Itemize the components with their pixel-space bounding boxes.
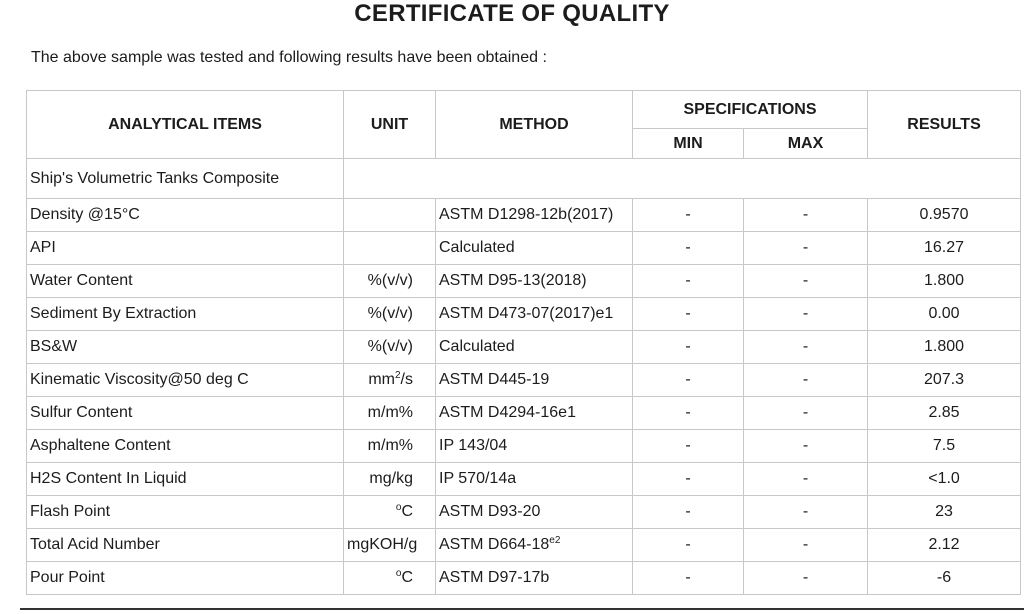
spec-max: - <box>744 529 868 562</box>
method-text: IP 143/04 <box>439 437 508 454</box>
result-value: 2.85 <box>868 397 1021 430</box>
table-row <box>27 529 1021 562</box>
result-value: 207.3 <box>868 364 1021 397</box>
unit-cell <box>344 496 436 529</box>
header-specifications: SPECIFICATIONS <box>633 91 868 129</box>
method-text: ASTM D445-19 <box>439 371 550 388</box>
spec-min: - <box>633 199 744 232</box>
unit-text: m/m% <box>367 404 413 421</box>
item-name: Water Content <box>27 265 344 298</box>
spec-max: - <box>744 298 868 331</box>
result-value: 1.800 <box>868 265 1021 298</box>
item-name: Pour Point <box>27 562 344 595</box>
unit-tail: /s <box>400 371 413 388</box>
unit-cell <box>344 430 436 463</box>
item-name: API <box>27 232 344 265</box>
spec-min: - <box>633 397 744 430</box>
spec-max: - <box>744 232 868 265</box>
result-value: 23 <box>868 496 1021 529</box>
method-cell <box>436 430 633 463</box>
result-value: 7.5 <box>868 430 1021 463</box>
unit-text: %(v/v) <box>367 272 413 289</box>
method-text: ASTM D4294-16e1 <box>439 404 576 421</box>
item-name: Kinematic Viscosity@50 deg C <box>27 364 344 397</box>
method-text: ASTM D93-20 <box>439 503 541 520</box>
unit-cell <box>344 232 436 265</box>
unit-cell <box>344 364 436 397</box>
method-cell <box>436 199 633 232</box>
table-row <box>27 562 1021 595</box>
spec-max: - <box>744 199 868 232</box>
method-cell <box>436 496 633 529</box>
result-value: <1.0 <box>868 463 1021 496</box>
table-row <box>27 463 1021 496</box>
spec-max: - <box>744 496 868 529</box>
spec-max: - <box>744 397 868 430</box>
table-row <box>27 331 1021 364</box>
spec-min: - <box>633 430 744 463</box>
item-name: Sulfur Content <box>27 397 344 430</box>
unit-cell <box>344 331 436 364</box>
spec-max: - <box>744 364 868 397</box>
table-row <box>27 430 1021 463</box>
spec-max: - <box>744 430 868 463</box>
unit-tail: C <box>401 569 413 586</box>
header-method: METHOD <box>436 91 633 159</box>
table-row <box>27 232 1021 265</box>
method-cell <box>436 397 633 430</box>
unit-cell <box>344 397 436 430</box>
item-name: BS&W <box>27 331 344 364</box>
unit-tail: C <box>401 503 413 520</box>
method-text: Calculated <box>439 239 515 256</box>
result-value: 0.00 <box>868 298 1021 331</box>
method-text: ASTM D95-13(2018) <box>439 272 587 289</box>
method-cell <box>436 265 633 298</box>
table-row <box>27 265 1021 298</box>
unit-cell <box>344 529 436 562</box>
spec-min: - <box>633 496 744 529</box>
header-results: RESULTS <box>868 91 1021 159</box>
unit-superscript: o <box>395 568 402 579</box>
method-cell <box>436 529 633 562</box>
spec-min: - <box>633 562 744 595</box>
result-value: 16.27 <box>868 232 1021 265</box>
spec-min: - <box>633 298 744 331</box>
spec-min: - <box>633 529 744 562</box>
method-text: ASTM D1298-12b(2017) <box>439 206 614 223</box>
header-analytical-items: ANALYTICAL ITEMS <box>27 91 344 159</box>
item-name: Flash Point <box>27 496 344 529</box>
table-row <box>27 496 1021 529</box>
spec-max: - <box>744 331 868 364</box>
method-cell <box>436 298 633 331</box>
unit-text: %(v/v) <box>367 305 413 322</box>
spec-min: - <box>633 463 744 496</box>
method-text: ASTM D664-18 <box>439 536 550 553</box>
result-value: -6 <box>868 562 1021 595</box>
document-title: CERTIFICATE OF QUALITY <box>354 0 670 27</box>
result-value: 0.9570 <box>868 199 1021 232</box>
item-name: Density @15°C <box>27 199 344 232</box>
item-name: Asphaltene Content <box>27 430 344 463</box>
method-cell <box>436 331 633 364</box>
bottom-rule <box>20 608 1024 610</box>
unit-superscript: 2 <box>394 370 401 381</box>
method-text: Calculated <box>439 338 515 355</box>
result-value: 2.12 <box>868 529 1021 562</box>
unit-text: mgKOH/g <box>347 536 418 553</box>
method-cell <box>436 463 633 496</box>
method-text: IP 570/14a <box>439 470 517 487</box>
group-blank-cell <box>344 159 1021 199</box>
group-label: Ship's Volumetric Tanks Composite <box>27 159 344 199</box>
unit-cell <box>344 562 436 595</box>
unit-cell <box>344 298 436 331</box>
method-cell <box>436 364 633 397</box>
spec-min: - <box>633 232 744 265</box>
item-name: Total Acid Number <box>27 529 344 562</box>
item-name: Sediment By Extraction <box>27 298 344 331</box>
method-text: ASTM D97-17b <box>439 569 550 586</box>
spec-min: - <box>633 364 744 397</box>
quality-table <box>26 90 1021 595</box>
unit-text: mm <box>368 371 395 388</box>
table-row <box>27 199 1021 232</box>
result-value: 1.800 <box>868 331 1021 364</box>
unit-cell <box>344 199 436 232</box>
unit-text: mg/kg <box>369 470 413 487</box>
method-superscript: e2 <box>549 535 561 546</box>
unit-cell <box>344 265 436 298</box>
table-row <box>27 397 1021 430</box>
intro-text: The above sample was tested and following results have been obtained : <box>31 49 547 66</box>
header-unit: UNIT <box>344 91 436 159</box>
table-row <box>27 298 1021 331</box>
spec-max: - <box>744 265 868 298</box>
unit-cell <box>344 463 436 496</box>
header-max: MAX <box>744 129 868 159</box>
unit-text: %(v/v) <box>367 338 413 355</box>
unit-superscript: o <box>395 502 402 513</box>
method-text: ASTM D473-07(2017)e1 <box>439 305 614 322</box>
method-cell <box>436 232 633 265</box>
unit-text: m/m% <box>367 437 413 454</box>
spec-min: - <box>633 265 744 298</box>
table-row <box>27 364 1021 397</box>
spec-max: - <box>744 562 868 595</box>
method-cell <box>436 562 633 595</box>
spec-min: - <box>633 331 744 364</box>
item-name: H2S Content In Liquid <box>27 463 344 496</box>
spec-max: - <box>744 463 868 496</box>
header-min: MIN <box>633 129 744 159</box>
